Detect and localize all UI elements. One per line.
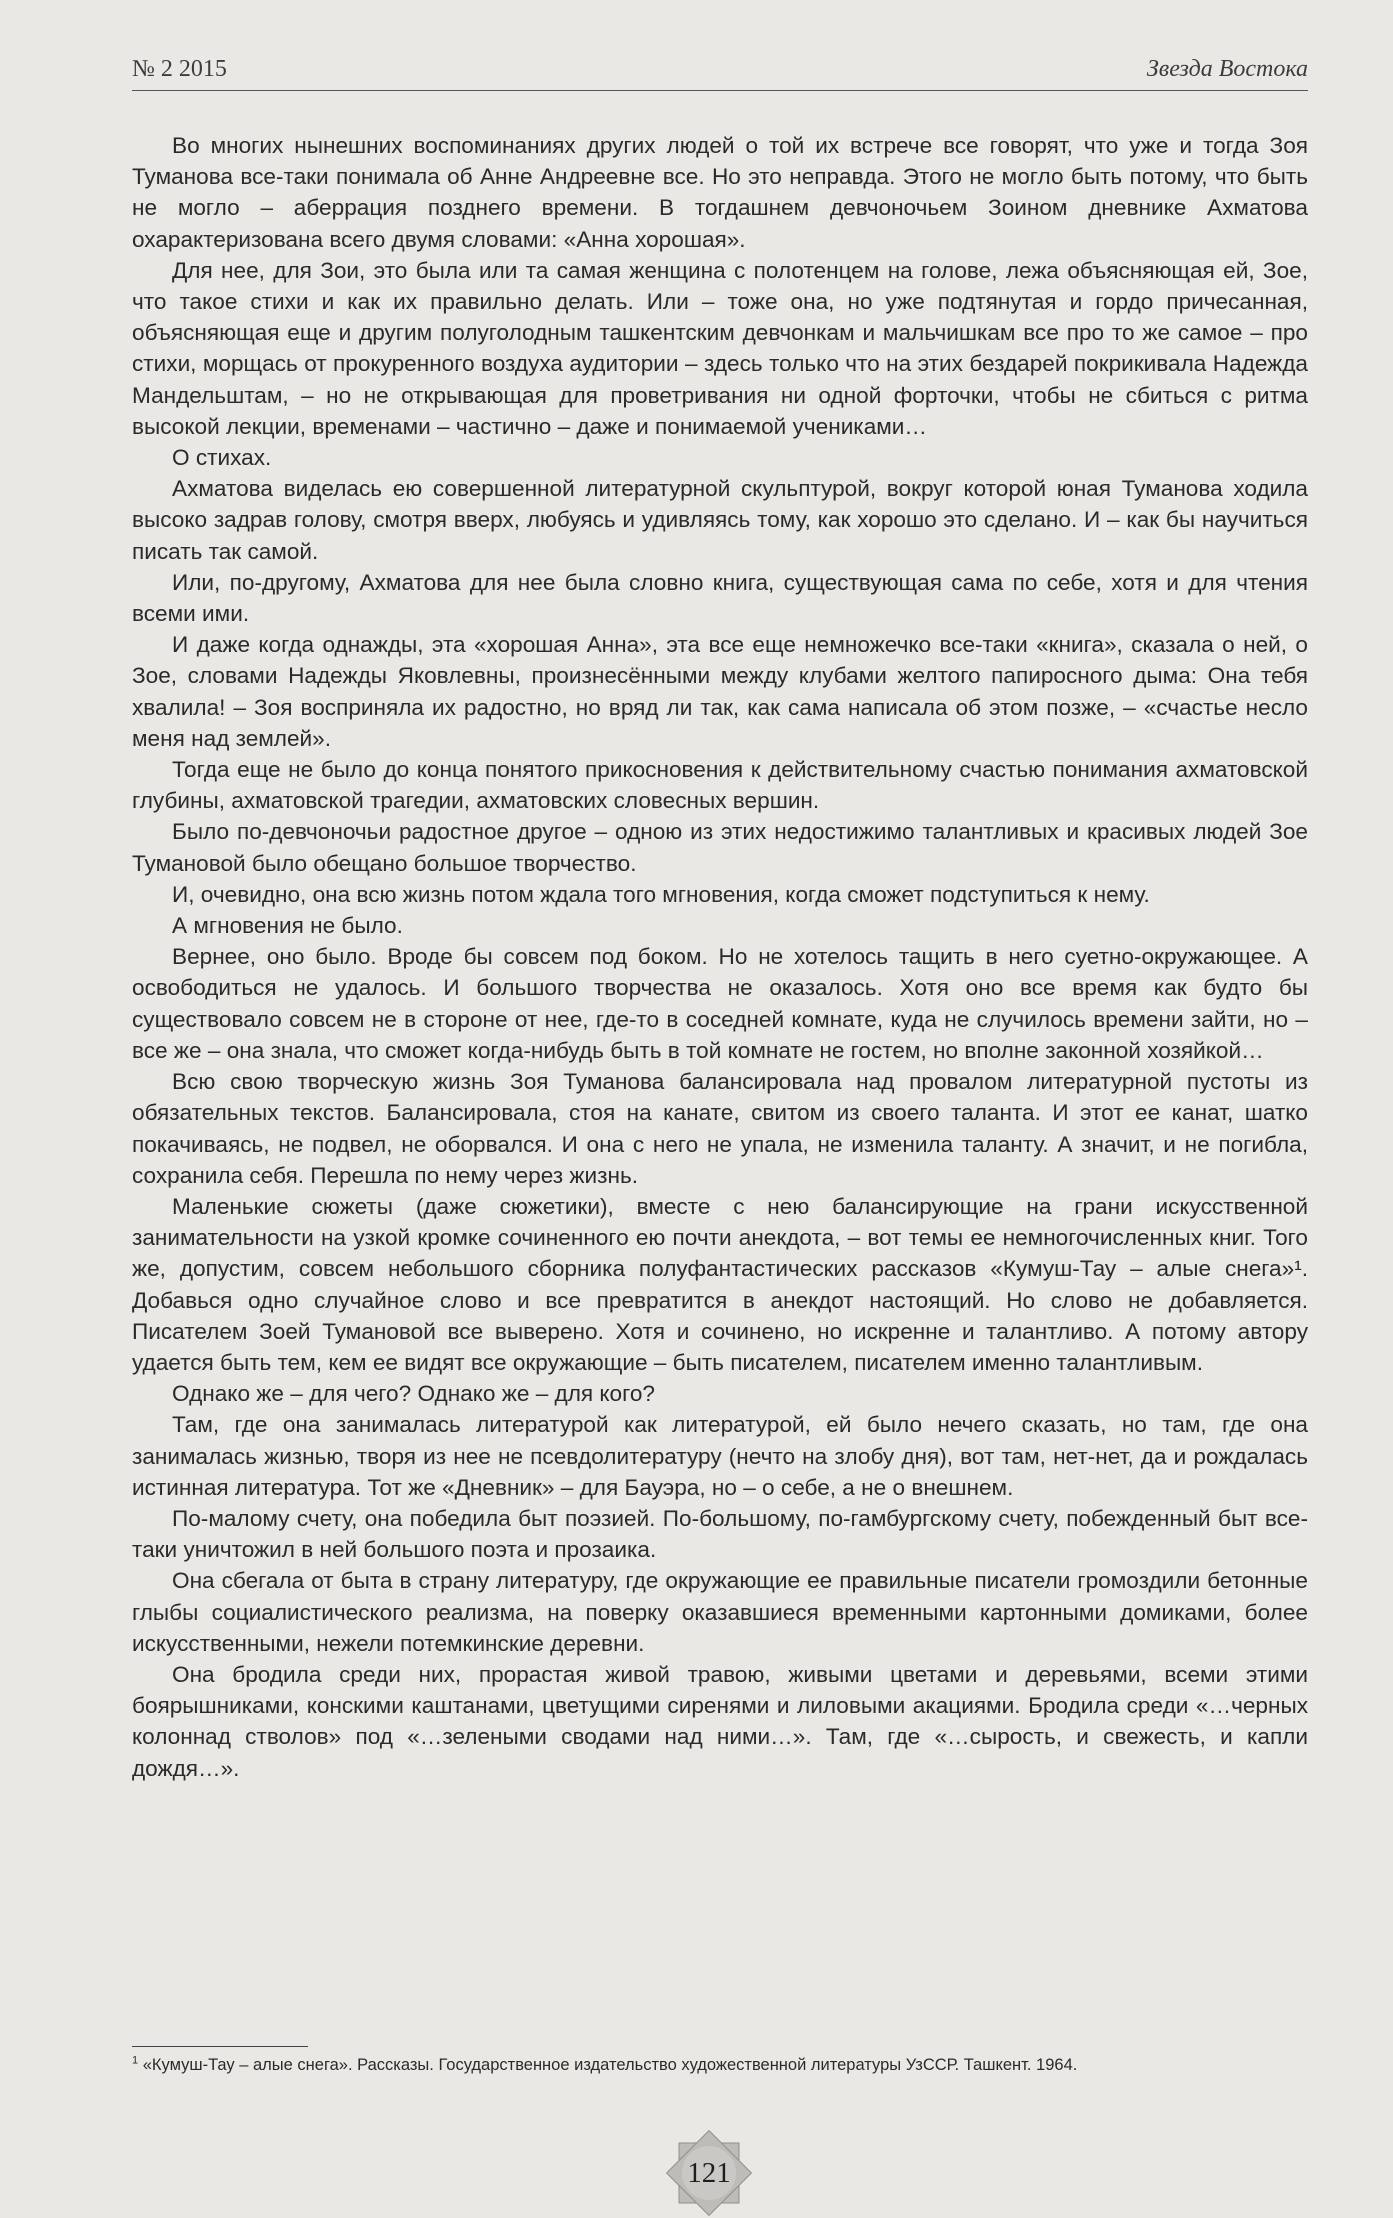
- running-header: [132, 54, 1308, 91]
- paragraph: Маленькие сюжеты (даже сюжетики), вместе с нею балансирующие на грани искусственной занимательности на узкой кромке сочиненного ею почти анекдота, – вот темы ее немногочисленных книг. Того же, допустим, совсем небольшого сборника полуфантастических рассказов «Кумуш-Тау – алые снега»¹. Добавься одно случайное слово и все превратится в анекдот настоящий. Но слово не добавляется. Писателем Зоей Тумановой все выверено. Хотя и сочинено, но искренне и талантливо. А потому автору удается быть тем, кем ее видят все окружающие – быть писателем, писателем именно талантливым.: [132, 1193, 1308, 1375]
- article-body: [132, 130, 1308, 1784]
- paragraph: И, очевидно, она всю жизнь потом ждала того мгновения, когда сможет подступиться к нему.: [172, 881, 1150, 907]
- footnote-text: «Кумуш-Тау – алые снега». Рассказы. Государственное издательство художественной литературы УзССР. Ташкент. 1964.: [142, 2056, 1078, 2074]
- issue-number: № 2 2015: [132, 56, 227, 82]
- paragraph: Во многих нынешних воспоминаниях других людей о той их встрече все говорят, что уже и тогда Зоя Туманова все-таки понимала об Анне Андреевне все. Но это неправда. Этого не могло быть потому, что быть не могло – аберрация позднего времени. В тогдашнем девчоночьем Зоином дневнике Ахматова охарактеризована всего двумя словами: «Анна хорошая».: [132, 133, 1308, 252]
- footnote-marker: 1: [132, 2054, 139, 2067]
- paragraph: Она сбегала от быта в страну литературу, где окружающие ее правильные писатели громоздили бетонные глыбы социалистического реализма, на поверку оказавшиеся временными картонными домиками, более искусственными, нежели потемкинские деревни.: [132, 1568, 1308, 1656]
- footnote-divider: [132, 2046, 308, 2047]
- paragraph: Там, где она занималась литературой как литературой, ей было нечего сказать, но там, где она занималась жизнью, творя из нее не псевдолитературу (нечто на злобу дня), вот там, нет-нет, да и рождалась истинная литература. Тот же «Дневник» – для Бауэра, но – о себе, а не о внешнем.: [132, 1412, 1308, 1500]
- paragraph: Всю свою творческую жизнь Зоя Туманова балансировала над провалом литературной пустоты из обязательных текстов. Балансировала, стоя на канате, свитом из своего таланта. И этот ее канат, шатко покачиваясь, не подвел, не оборвался. И она с него не упала, не изменила таланту. А значит, и не погибла, сохранила себя. Перешла по нему через жизнь.: [132, 1069, 1308, 1188]
- paragraph: Вернее, оно было. Вроде бы совсем под боком. Но не хотелось тащить в него суетно-окружающее. А освободиться не удалось. И большого творчества не оказалось. Хотя оно все время как будто бы существовало совсем не в стороне от нее, где-то в соседней комнате, куда не случилось времени зайти, но – все же – она знала, что сможет когда-нибудь быть в той комнате не гостем, но вполне законной хозяйкой…: [132, 944, 1308, 1063]
- paragraph: По-малому счету, она победила быт поэзией. По-большому, по-гамбургскому счету, побежденный быт все-таки уничтожил в ней большого поэта и прозаика.: [132, 1505, 1308, 1563]
- page-number-badge: [666, 2130, 752, 2216]
- paragraph: Или, по-другому, Ахматова для нее была словно книга, существующая сама по себе, хотя и для чтения всеми ими.: [132, 569, 1308, 627]
- page-number: 121: [687, 2157, 731, 2189]
- journal-title: Звезда Востока: [1146, 56, 1308, 82]
- paragraph: И даже когда однажды, эта «хорошая Анна», эта все еще немножечко все-таки «книга», сказала о ней, о Зое, словами Надежды Яковлевны, произнесёнными между клубами желтого папиросного дыма: Она тебя хвалила! – Зоя восприняла их радостно, но вряд ли так, как сама написала об этом позже, – «счастье несло меня над землей».: [132, 632, 1308, 751]
- paragraph: Она бродила среди них, прорастая живой травою, живыми цветами и деревьями, всеми этими боярышниками, конскими каштанами, цветущими сиренями и лиловыми акациями. Бродила среди «…черных колоннад стволов» под «…зелеными сводами над ними…». Там, где «…сырость, и свежесть, и капли дождя…».: [132, 1661, 1308, 1781]
- paragraph: Однако же – для чего? Однако же – для кого?: [172, 1381, 655, 1407]
- paragraph: Было по-девчоночьи радостное другое – одною из этих недостижимо талантливых и красивых людей Зое Тумановой было обещано большое творчество.: [132, 819, 1308, 876]
- paragraph: О стихах.: [172, 445, 272, 471]
- paragraph: Тогда еще не было до конца понятого прикосновения к действительному счастью понимания ахматовской глубины, ахматовской трагедии, ахматовских словесных вершин.: [132, 757, 1308, 814]
- footnote: [132, 2054, 1308, 2076]
- paragraph: Для нее, для Зои, это была или та самая женщина с полотенцем на голове, лежа объясняющая ей, Зое, что такое стихи и как их правильно делать. Или – тоже она, но уже подтянутая и гордо причесанная, объясняющая еще и другим полуголодным ташкентским девчонкам и мальчишкам все про то же самое – про стихи, морщась от прокуренного воздуха аудитории – здесь только что на этих бездарей покрикивала Надежда Мандельштам, – но не открывающая для проветривания ни одной форточки, чтобы не сбиться с ритма высокой лекции, временами – частично – даже и понимаемой учениками…: [132, 257, 1308, 439]
- paragraph: А мгновения не было.: [172, 913, 403, 939]
- paragraph: Ахматова виделась ею совершенной литературной скульптурой, вокруг которой юная Туманова ходила высоко задрав голову, смотря вверх, любуясь и удивляясь тому, как хорошо это сделано. И – как бы научиться писать так самой.: [132, 476, 1308, 564]
